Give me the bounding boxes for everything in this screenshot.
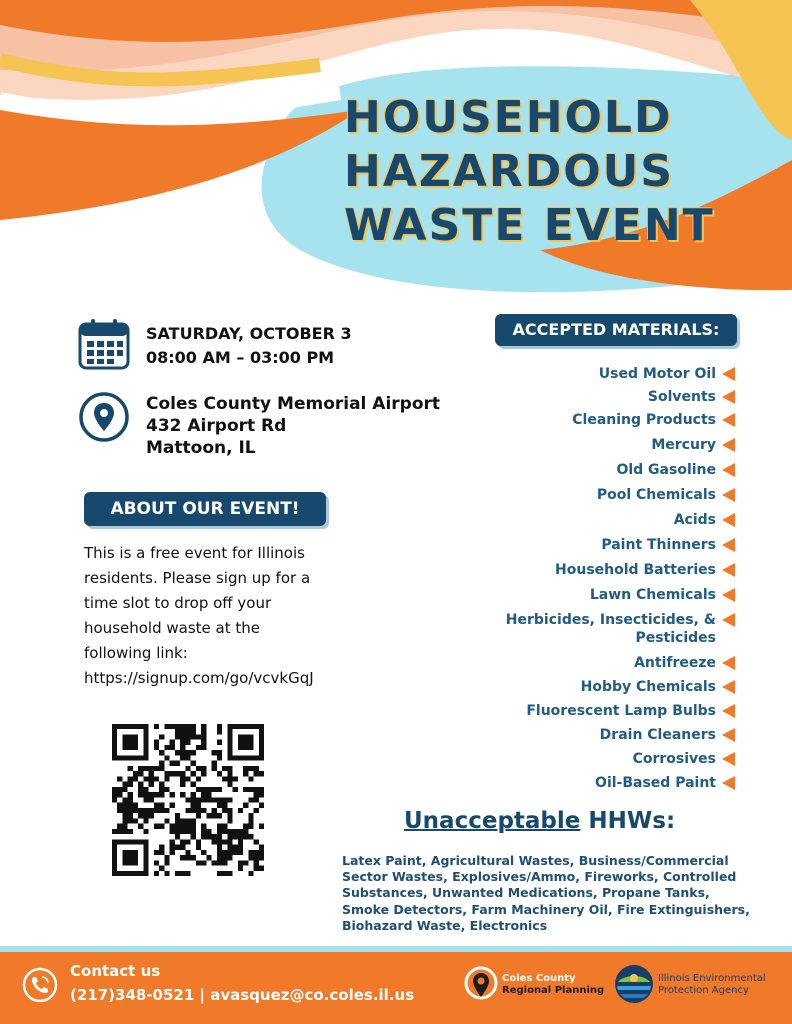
accepted-material-item: Hobby Chemicals: [580, 679, 716, 695]
unacceptable-line-3: Substances, Unwanted Medications, Propane Tanks,: [342, 885, 710, 900]
orange-arrow-icon: [722, 704, 735, 718]
orange-arrow-icon: [722, 413, 735, 427]
accepted-material-item: Old Gasoline: [616, 462, 716, 478]
event-venue: Coles County Memorial Airport: [146, 394, 441, 414]
orange-arrow-icon: [722, 680, 735, 694]
phone-icon[interactable]: [22, 967, 58, 1003]
signup-link[interactable]: https://signup.com/go/vcvkGqJ: [84, 669, 314, 687]
accepted-material-item: Drain Cleaners: [599, 727, 716, 743]
about-line-2: residents. Please sign up for a: [84, 569, 311, 587]
accepted-material-item: Pesticides: [635, 630, 716, 646]
unacceptable-heading-rest: HHWs:: [580, 808, 676, 834]
accepted-material-item: Household Batteries: [555, 562, 716, 578]
accepted-material-item: Corrosives: [632, 751, 716, 767]
about-line-4: household waste at the: [84, 619, 260, 637]
epa-logo-line-1: Illinois Environmental: [658, 973, 766, 984]
title-line-1: HOUSEHOLD: [344, 92, 673, 143]
orange-arrow-icon: [722, 656, 735, 670]
orange-arrow-icon: [722, 367, 735, 381]
orange-arrow-icon: [722, 776, 735, 790]
about-line-1: This is a free event for Illinois: [84, 544, 305, 562]
unacceptable-heading: [404, 808, 675, 834]
calendar-icon: [78, 318, 130, 370]
event-street: 432 Airport Rd: [146, 416, 287, 436]
unacceptable-line-1: Latex Paint, Agricultural Wastes, Business/Commercial: [342, 853, 729, 868]
orange-arrow-icon: [722, 538, 735, 552]
orange-arrow-icon: [722, 488, 735, 502]
orange-arrow-icon: [722, 438, 735, 452]
accepted-material-item: Solvents: [647, 389, 716, 405]
accepted-material-item: Cleaning Products: [572, 412, 716, 428]
orange-arrow-icon: [722, 588, 735, 602]
accepted-material-item: Mercury: [651, 437, 716, 453]
about-heading: ABOUT OUR EVENT!: [84, 492, 326, 526]
event-time: 08:00 AM – 03:00 PM: [146, 348, 335, 367]
map-pin-icon: [78, 391, 130, 443]
orange-arrow-icon: [722, 390, 735, 404]
about-line-3: time slot to drop off your: [84, 594, 272, 612]
orange-arrow-icon: [722, 513, 735, 527]
accepted-materials-heading: ACCEPTED MATERIALS:: [495, 314, 737, 346]
accepted-material-item: Fluorescent Lamp Bulbs: [526, 703, 716, 719]
epa-logo-line-2: Protection Agency: [658, 985, 749, 996]
event-date: SATURDAY, OCTOBER 3: [146, 324, 352, 343]
title-line-2: HAZARDOUS: [344, 146, 675, 197]
illinois-epa-logo-icon: [614, 964, 654, 1004]
accepted-material-item: Antifreeze: [634, 655, 716, 671]
unacceptable-line-5: Biohazard Waste, Electronics: [342, 918, 548, 933]
unacceptable-line-2: Sector Wastes, Explosives/Ammo, Fireworks, Controlled: [342, 869, 737, 884]
accepted-material-item: Lawn Chemicals: [589, 587, 716, 603]
orange-arrow-icon: [722, 752, 735, 766]
orange-arrow-icon: [722, 463, 735, 477]
about-line-5: following link:: [84, 644, 188, 662]
unacceptable-heading-underlined: Unacceptable: [404, 808, 581, 834]
contact-detail[interactable]: (217)348-0521 | avasquez@co.coles.il.us: [70, 986, 415, 1004]
ccrp-logo-line-1: Coles County: [502, 973, 576, 984]
accepted-material-item: Acids: [673, 512, 716, 528]
orange-arrow-icon: [722, 563, 735, 577]
ccrp-logo-icon: [464, 966, 498, 1004]
accepted-material-item: Used Motor Oil: [598, 366, 716, 382]
orange-arrow-icon: [722, 728, 735, 742]
event-city: Mattoon, IL: [146, 438, 256, 458]
accepted-material-item: Pool Chemicals: [596, 487, 716, 503]
title-line-3: WASTE EVENT: [344, 200, 715, 251]
qr-code[interactable]: [112, 724, 264, 876]
accepted-material-item: Herbicides, Insecticides, &: [505, 612, 716, 628]
unacceptable-line-4: Smoke Detectors, Farm Machinery Oil, Fire Extinguishers,: [342, 902, 750, 917]
contact-title: Contact us: [70, 962, 161, 980]
accepted-material-item: Oil-Based Paint: [595, 775, 716, 791]
orange-arrow-icon: [722, 613, 735, 627]
ccrp-logo-line-2: Regional Planning: [502, 985, 605, 996]
accepted-material-item: Paint Thinners: [601, 537, 716, 553]
